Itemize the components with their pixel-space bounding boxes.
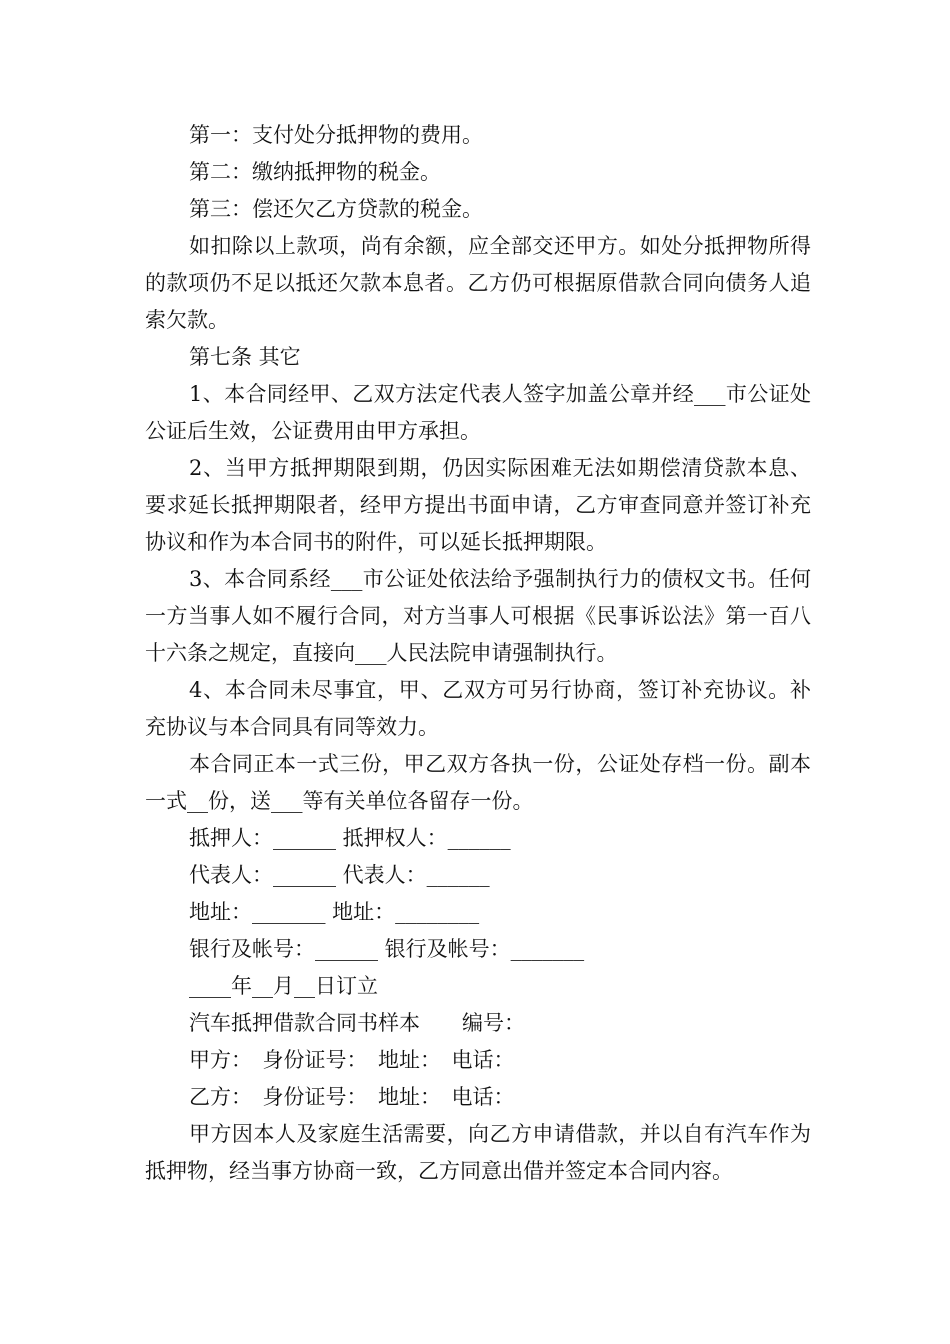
paragraph-4: 如扣除以上款项，尚有余额，应全部交还甲方。如处分抵押物所得的款项仍不足以抵还欠款本息者。乙方仍可根据原借款合同向债务人追索欠款。 bbox=[145, 234, 811, 332]
signature-line-parties: 抵押人：______ 抵押权人：______ bbox=[189, 826, 511, 850]
signature-line-addresses: 地址：_______ 地址：________ bbox=[189, 900, 480, 924]
signing-date-line: ____年__月__日订立 bbox=[189, 974, 378, 998]
clause-3: 3、本合同系经___市公证处依法给予强制执行力的债权文书。任何一方当事人如不履行合同，对方当事人可根据《民事诉讼法》第一百八十六条之规定，直接向___人民法院申请强制执行。 bbox=[145, 567, 811, 665]
party-a-line: 甲方： 身份证号： 地址： 电话： bbox=[189, 1048, 515, 1072]
paragraph-3: 第三：偿还欠乙方贷款的税金。 bbox=[189, 197, 483, 221]
paragraph-2: 第二：缴纳抵押物的税金。 bbox=[189, 160, 441, 184]
signature-line-bank-accounts: 银行及帐号：______ 银行及帐号：_______ bbox=[189, 937, 585, 961]
paragraph-1: 第一：支付处分抵押物的费用。 bbox=[189, 123, 483, 147]
clause-1: 1、本合同经甲、乙双方法定代表人签字加盖公章并经___市公证处公证后生效，公证费用由甲方承担。 bbox=[145, 382, 811, 443]
sample-title-line: 汽车抵押借款合同书样本 编号： bbox=[189, 1011, 525, 1035]
clause-4: 4、本合同未尽事宜，甲、乙双方可另行协商，签订补充协议。补充协议与本合同具有同等效力。 bbox=[145, 678, 811, 739]
clause-2: 2、当甲方抵押期限到期，仍因实际困难无法如期偿清贷款本息、要求延长抵押期限者，经甲方提出书面申请，乙方审查同意并签订补充协议和作为本合同书的附件，可以延长抵押期限。 bbox=[145, 456, 811, 554]
party-b-line: 乙方： 身份证号： 地址： 电话： bbox=[189, 1085, 515, 1109]
signature-line-representatives: 代表人：______ 代表人：______ bbox=[189, 863, 490, 887]
section-heading: 第七条 其它 bbox=[189, 345, 301, 369]
copies-paragraph: 本合同正本一式三份，甲乙双方各执一份，公证处存档一份。副本一式__份，送___等有关单位各留存一份。 bbox=[145, 752, 811, 813]
document-body bbox=[145, 117, 811, 1190]
preamble-paragraph: 甲方因本人及家庭生活需要，向乙方申请借款，并以自有汽车作为抵押物，经当事方协商一致，乙方同意出借并签定本合同内容。 bbox=[145, 1122, 811, 1183]
